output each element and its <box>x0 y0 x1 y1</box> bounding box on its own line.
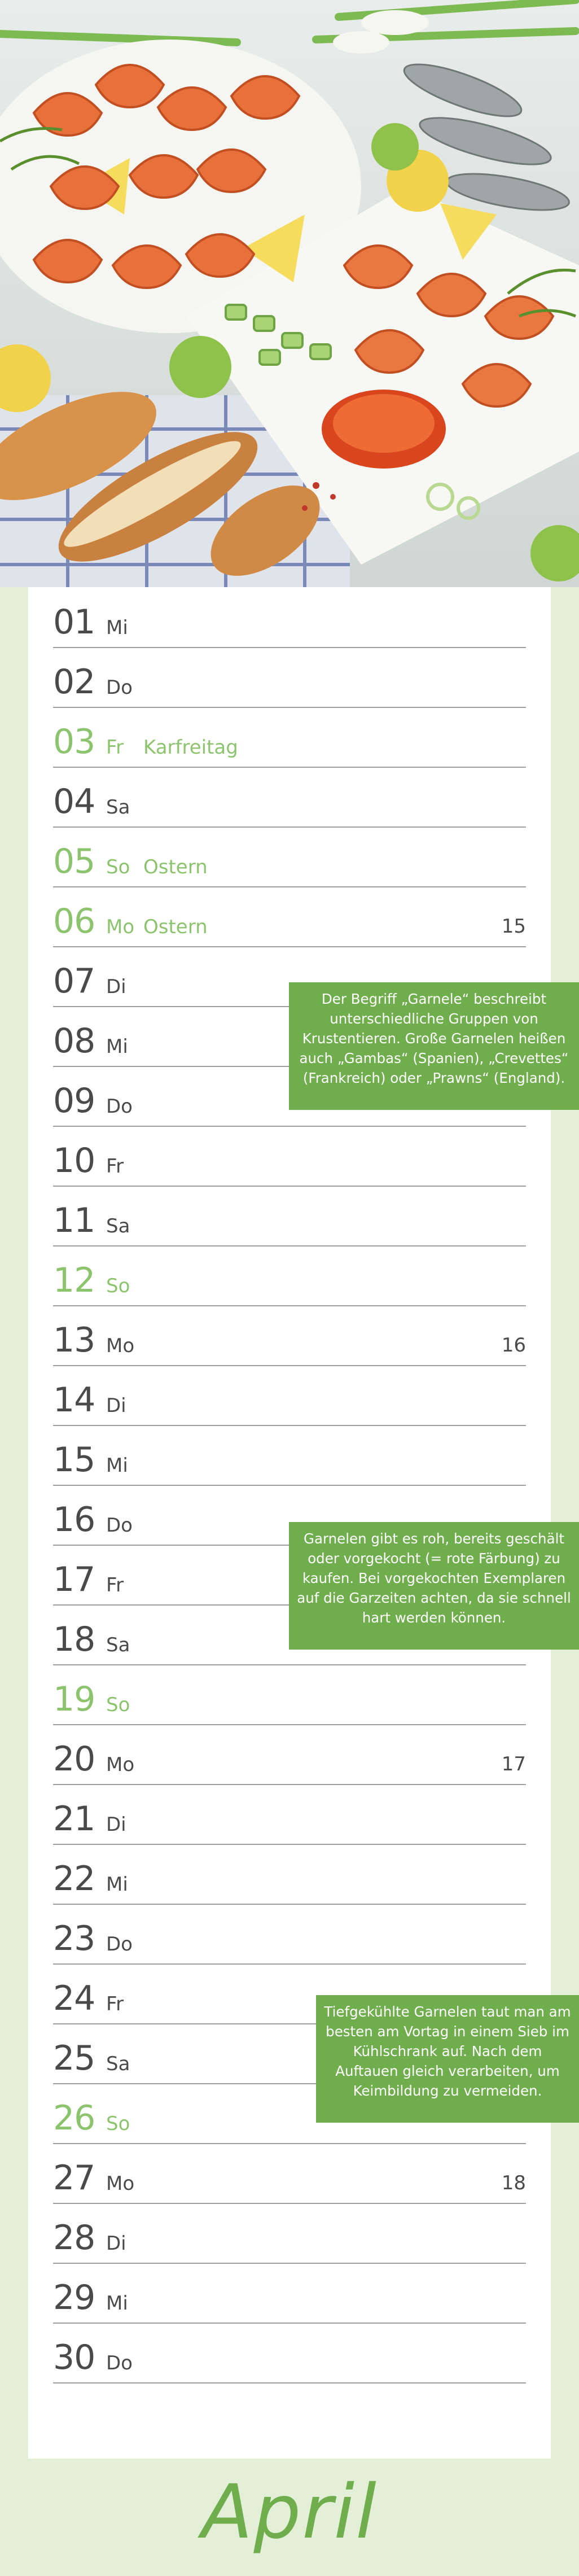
day-number: 10 <box>53 1141 95 1180</box>
weekday: Di <box>106 2232 126 2255</box>
tip-box-1: Der Begriff „Garnele“ beschreibt unterschiedliche Gruppen von Krustentieren. Große Garnelen heißen auch „Gambas“ (Spanien), „Crevettes“ (Frankreich) oder „Prawns“ (England). <box>289 982 579 1110</box>
month-title: April <box>201 2469 378 2556</box>
day-number: 12 <box>53 1261 95 1300</box>
day-number: 11 <box>53 1201 95 1240</box>
weekday: Mo <box>106 1753 135 1776</box>
day-row-21 <box>53 1784 526 1845</box>
day-number: 08 <box>53 1021 95 1061</box>
day-row-20 <box>53 1724 526 1785</box>
day-number: 30 <box>53 2338 95 2377</box>
weekday: Di <box>106 976 126 998</box>
day-row-01 <box>53 587 526 648</box>
day-row-23 <box>53 1904 526 1965</box>
weekday: Mi <box>106 1035 128 1058</box>
weekday: Do <box>106 2352 133 2374</box>
day-row-06 <box>53 886 526 947</box>
day-number: 20 <box>53 1739 95 1779</box>
day-row-19 <box>53 1664 526 1725</box>
week-number: 18 <box>501 2172 526 2194</box>
weekday: Do <box>106 1933 133 1956</box>
weekday: Fr <box>106 1993 124 2015</box>
day-number: 09 <box>53 1081 95 1121</box>
weekday: So <box>106 2113 130 2135</box>
day-number: 05 <box>53 842 95 881</box>
day-number: 19 <box>53 1680 95 1719</box>
day-number: 24 <box>53 1979 95 2018</box>
day-row-28 <box>53 2203 526 2264</box>
weekday: Do <box>106 676 133 699</box>
weekday: So <box>106 1694 130 1716</box>
day-number: 15 <box>53 1440 95 1480</box>
day-row-10 <box>53 1126 526 1187</box>
weekday: Mo <box>106 1335 135 1357</box>
weekday: Mi <box>106 2292 128 2315</box>
day-row-05 <box>53 826 526 887</box>
week-number: 17 <box>501 1753 526 1775</box>
weekday: Di <box>106 1813 126 1836</box>
weekday: Mi <box>106 1873 128 1896</box>
day-number: 02 <box>53 662 95 702</box>
weekday: Do <box>106 1095 133 1118</box>
tip-box-2: Garnelen gibt es roh, bereits geschält oder vorgekocht (= rote Färbung) zu kaufen. Bei vorgekochten Exemplaren auf die Garzeiten achten, da sie schnell hart werden können. <box>289 1522 579 1650</box>
weekday: So <box>106 1275 130 1297</box>
weekday: Mi <box>106 1454 128 1477</box>
day-row-13 <box>53 1305 526 1366</box>
day-number: 06 <box>53 902 95 941</box>
weekday: Do <box>106 1514 133 1537</box>
day-number: 03 <box>53 722 95 762</box>
shrimp-platter-illustration <box>0 0 579 587</box>
day-number: 21 <box>53 1799 95 1839</box>
day-row-29 <box>53 2263 526 2324</box>
week-number: 15 <box>501 915 526 938</box>
day-number: 29 <box>53 2278 95 2317</box>
day-row-03 <box>53 707 526 768</box>
holiday-label: Karfreitag <box>143 736 238 759</box>
day-row-04 <box>53 767 526 828</box>
day-number: 14 <box>53 1380 95 1420</box>
header-photo <box>0 0 579 587</box>
day-row-30 <box>53 2323 526 2383</box>
day-number: 26 <box>53 2098 95 2138</box>
day-row-14 <box>53 1365 526 1426</box>
day-number: 27 <box>53 2158 95 2198</box>
day-number: 01 <box>53 602 95 642</box>
weekday: Sa <box>106 1215 130 1237</box>
day-number: 18 <box>53 1620 95 1659</box>
holiday-label: Ostern <box>143 916 208 938</box>
weekday: Di <box>106 1394 126 1417</box>
weekday: Sa <box>106 2053 130 2075</box>
weekday: Sa <box>106 1634 130 1656</box>
weekday: Mi <box>106 616 128 639</box>
weekday: So <box>106 856 130 878</box>
day-row-22 <box>53 1844 526 1905</box>
day-number: 28 <box>53 2218 95 2258</box>
weekday: Fr <box>106 736 124 759</box>
day-number: 17 <box>53 1560 95 1599</box>
day-number: 25 <box>53 2039 95 2078</box>
weekday: Mo <box>106 2172 135 2195</box>
day-row-02 <box>53 647 526 708</box>
weekday: Fr <box>106 1155 124 1178</box>
tip-box-3: Tiefgekühlte Garnelen taut man am besten am Vortag in einem Sieb im Kühlschrank auf. Nach dem Auftauen gleich verarbeiten, um Keimbildung zu vermeiden. <box>316 1995 579 2123</box>
weekday: Fr <box>106 1574 124 1597</box>
weekday: Sa <box>106 796 130 819</box>
day-number: 13 <box>53 1320 95 1360</box>
day-number: 16 <box>53 1500 95 1540</box>
holiday-label: Ostern <box>143 856 208 878</box>
day-row-12 <box>53 1245 526 1306</box>
day-number: 04 <box>53 782 95 821</box>
day-row-11 <box>53 1186 526 1247</box>
weekday: Mo <box>106 916 135 938</box>
day-number: 22 <box>53 1859 95 1899</box>
day-number: 07 <box>53 961 95 1001</box>
day-row-27 <box>53 2143 526 2204</box>
day-number: 23 <box>53 1919 95 1958</box>
week-number: 16 <box>501 1334 526 1357</box>
day-row-15 <box>53 1425 526 1486</box>
